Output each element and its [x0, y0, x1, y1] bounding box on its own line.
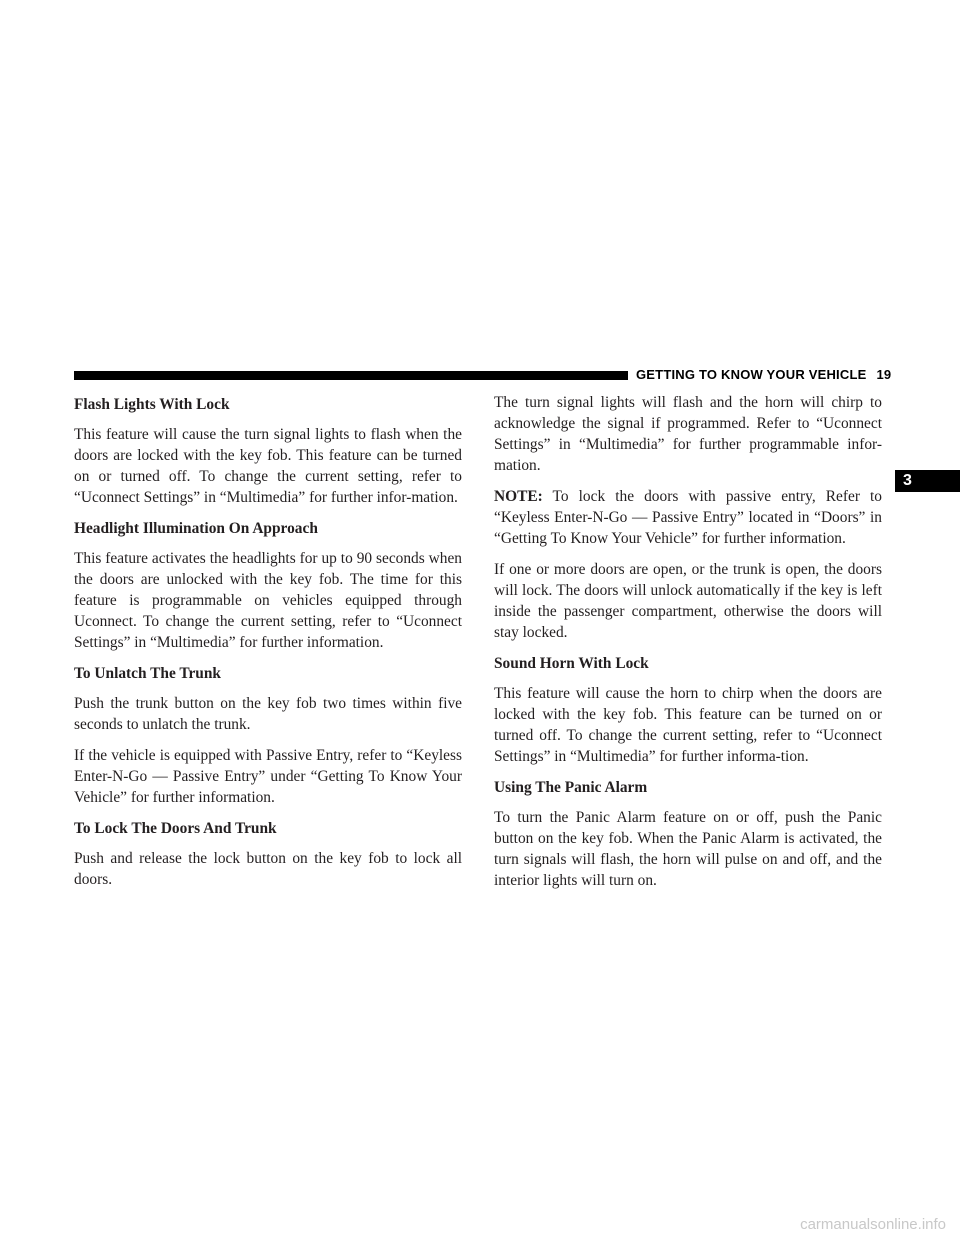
section-title: GETTING TO KNOW YOUR VEHICLE [636, 367, 867, 382]
left-column [74, 394, 462, 900]
running-header [636, 367, 891, 382]
chapter-tab: 3 [895, 470, 960, 492]
page-number: 19 [876, 367, 892, 382]
paragraph-lock-doors-trunk: Push and release the lock button on the key fob to lock all doors. [74, 850, 462, 888]
paragraph-doors-open: If one or more doors are open, or the trunk is open, the doors will lock. The doors will unlock automatically if the key is left inside the passenger compartment, otherwise the doors will stay locked. [494, 561, 882, 641]
right-column [494, 392, 882, 901]
heading-sound-horn: Sound Horn With Lock [494, 655, 649, 672]
heading-lock-doors-trunk: To Lock The Doors And Trunk [74, 820, 277, 837]
watermark: carmanualsonline.info [800, 1216, 946, 1233]
paragraph-panic-alarm: To turn the Panic Alarm feature on or off, push the Panic button on the key fob. When the Panic Alarm is activated, the turn signals will flash, the horn will pulse on and off, and the interior lights will turn on. [494, 809, 882, 889]
header-rule [74, 371, 628, 380]
paragraph-passive-entry-ref: If the vehicle is equipped with Passive Entry, refer to “Keyless Enter-N-Go — Passive Entry” under “Getting To Know Your Vehicle” for further information. [74, 747, 462, 806]
paragraph-turn-signal-horn: The turn signal lights will flash and the horn will chirp to acknowledge the signal if programmed. Refer to “Uconnect Settings” in “Multimedia” for further programmable infor-mation. [494, 394, 882, 474]
note-paragraph [494, 486, 882, 549]
paragraph-headlight-illumination: This feature activates the headlights for up to 90 seconds when the doors are unlocked with the key fob. The time for this feature is programmable on vehicles equipped through Uconnect. To change the current setting, refer to “Uconnect Settings” in “Multimedia” for further information. [74, 550, 462, 651]
note-text: To lock the doors with passive entry, Refer to “Keyless Enter-N-Go — Passive Entry” located in “Doors” in “Getting To Know Your Vehicle” for further information. [494, 488, 882, 547]
heading-unlatch-trunk: To Unlatch The Trunk [74, 665, 221, 682]
paragraph-flash-lights: This feature will cause the turn signal lights to flash when the doors are locked with the key fob. This feature can be turned on or turned off. To change the current setting, refer to “Uconnect Settings” in “Multimedia” for further infor-mation. [74, 426, 462, 506]
paragraph-unlatch-trunk: Push the trunk button on the key fob two times within five seconds to unlatch the trunk. [74, 695, 462, 733]
note-label: NOTE: [494, 488, 543, 505]
heading-panic-alarm: Using The Panic Alarm [494, 779, 648, 796]
paragraph-sound-horn: This feature will cause the horn to chirp when the doors are locked with the key fob. This feature can be turned on or turned off. To change the current setting, refer to “Uconnect Settings” in “Multimedia” for further informa-tion. [494, 685, 882, 765]
heading-flash-lights: Flash Lights With Lock [74, 396, 230, 413]
heading-headlight-illumination: Headlight Illumination On Approach [74, 520, 318, 537]
